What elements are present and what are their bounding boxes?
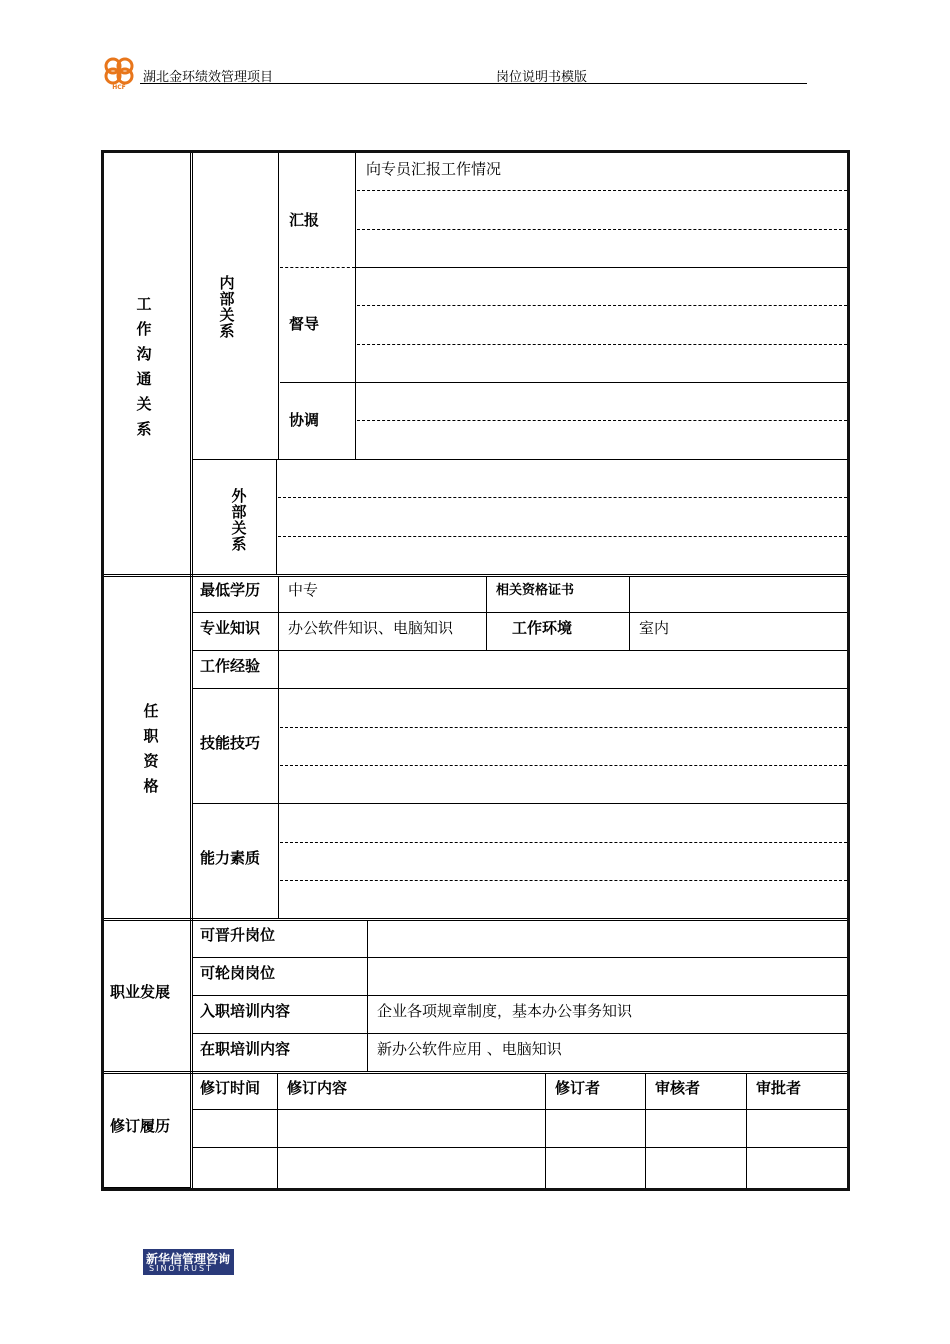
divider (278, 577, 279, 918)
coordinate-label: 协调 (289, 411, 320, 429)
divider (278, 153, 279, 459)
onjob-label: 在职培训内容 (200, 1040, 291, 1058)
min-education-label: 最低学历 (200, 581, 261, 599)
writing-line (357, 305, 847, 306)
divider (192, 1033, 847, 1034)
revision-col-content: 修订内容 (287, 1079, 348, 1097)
divider (629, 577, 630, 650)
divider (192, 803, 847, 804)
qualification-section-label: 任 职 资 格 (143, 702, 159, 795)
min-education-value: 中专 (288, 581, 319, 599)
divider (104, 1073, 847, 1074)
skills-label: 技能技巧 (200, 734, 261, 752)
divider (192, 688, 847, 689)
divider (192, 650, 847, 651)
revision-col-reviewer: 审核者 (655, 1079, 701, 1097)
project-name: 湖北金环绩效管理项目 (143, 70, 274, 85)
report-value: 向专员汇报工作情况 (366, 160, 502, 178)
divider (192, 957, 847, 958)
revision-section-label: 修订履历 (110, 1117, 171, 1135)
knowledge-label: 专业知识 (200, 619, 261, 637)
divider (486, 577, 487, 650)
promotion-label: 可晋升岗位 (200, 926, 276, 944)
divider (190, 153, 191, 1188)
divider (355, 267, 847, 268)
writing-line (280, 765, 847, 766)
divider (104, 920, 847, 921)
supervise-label: 督导 (289, 315, 320, 333)
logo-text: HCF (112, 84, 126, 90)
report-label: 汇报 (289, 211, 320, 229)
writing-line (278, 497, 847, 498)
company-logo (101, 54, 137, 90)
knowledge-value: 办公软件知识、电脑知识 (288, 619, 454, 637)
logo-cn-text: 新华信管理咨询 (146, 1252, 231, 1266)
divider (280, 382, 847, 383)
onjob-value: 新办公软件应用 、电脑知识 (377, 1040, 562, 1058)
divider (192, 995, 847, 996)
divider (104, 918, 847, 919)
writing-line (280, 727, 847, 728)
writing-line (278, 536, 847, 537)
internal-relations-label: 内 部 关 系 (219, 274, 235, 340)
divider (104, 1071, 847, 1072)
divider (192, 1147, 847, 1148)
revision-col-approver: 审批者 (756, 1079, 802, 1097)
divider (104, 1187, 191, 1188)
onboarding-value: 企业各项规章制度，基本办公事务知识 (377, 1002, 633, 1020)
divider (192, 1109, 847, 1110)
external-relations-label: 外 部 关 系 (231, 487, 247, 553)
divider (276, 459, 277, 575)
environment-label: 工作环境 (512, 619, 573, 637)
sinotrust-logo (143, 1249, 234, 1275)
writing-line (357, 344, 847, 345)
writing-line (280, 842, 847, 843)
communication-section-label: 工 作 沟 通 关 系 (136, 295, 152, 438)
revision-col-reviser: 修订者 (555, 1079, 601, 1097)
environment-value: 室内 (639, 619, 670, 637)
divider (104, 576, 847, 577)
writing-line (357, 420, 847, 421)
divider (277, 1074, 278, 1188)
divider (367, 921, 368, 1071)
divider (280, 267, 355, 268)
writing-line (280, 880, 847, 881)
divider (545, 1074, 546, 1188)
revision-col-date: 修订时间 (200, 1079, 261, 1097)
divider (746, 1074, 747, 1188)
career-section-label: 职业发展 (110, 983, 171, 1001)
experience-label: 工作经验 (200, 657, 261, 675)
onboarding-label: 入职培训内容 (200, 1002, 291, 1020)
divider (104, 574, 847, 575)
writing-line (357, 229, 847, 230)
logo-en-text: SINOTRUST (149, 1264, 213, 1273)
rotation-label: 可轮岗岗位 (200, 964, 276, 982)
certificate-label: 相关资格证书 (496, 583, 575, 598)
divider (355, 153, 356, 459)
ability-label: 能力素质 (200, 849, 261, 867)
divider (192, 459, 847, 460)
divider (645, 1074, 646, 1188)
document-title: 岗位说明书模版 (496, 70, 588, 85)
header-rule (140, 83, 807, 84)
writing-line (357, 190, 847, 191)
divider (192, 612, 847, 613)
